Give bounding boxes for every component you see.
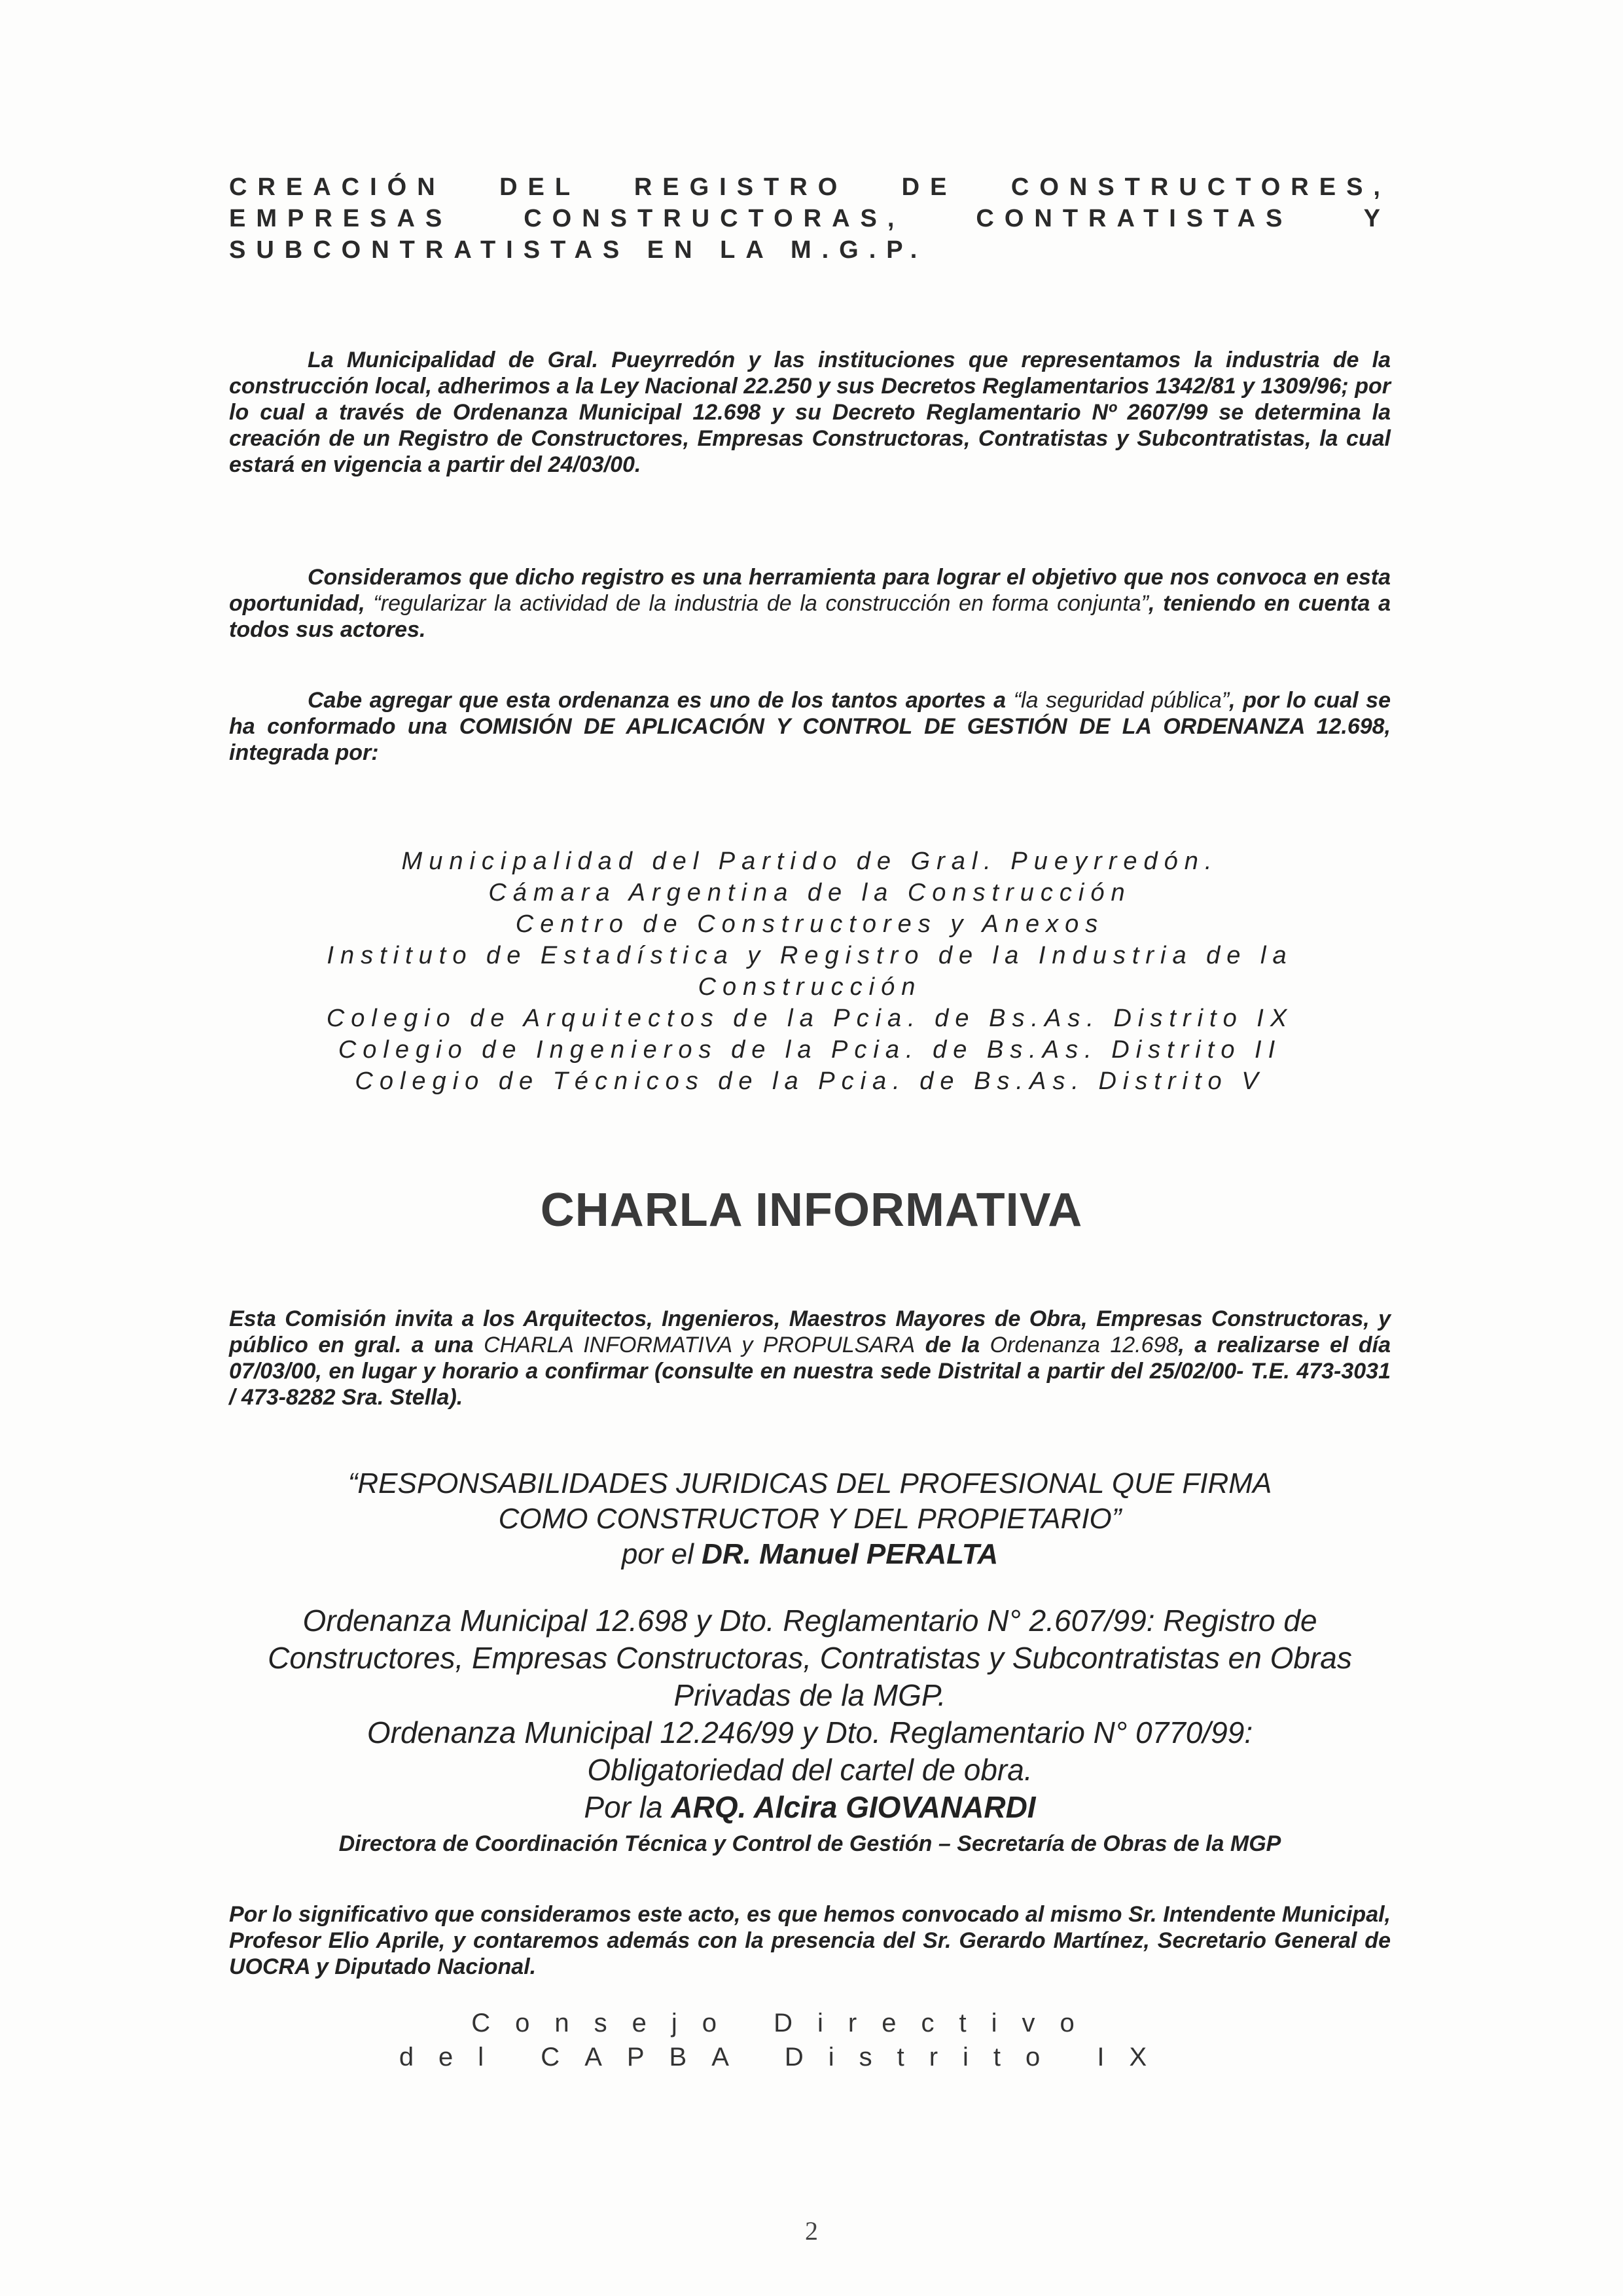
invitation-ordenanza: Ordenanza 12.698 [990,1333,1179,1357]
invitation-charla: CHARLA INFORMATIVA y PROPULSARA [484,1333,916,1357]
ordinance-2-line1: Ordenanza Municipal 12.246/99 y Dto. Reglamentario N° 0770/99: [366,1715,1253,1749]
paragraph-objective-part1: Consideramos que dicho registro es una herramienta para lograr el objetivo que nos convoca en esta oportunidad, [229,565,1391,616]
invitation-paragraph [229,1306,1391,1410]
signature-line2: del CAPBA Distrito IX [399,2043,1172,2072]
paragraph-commission-part1: Cabe agregar que esta ordenanza es uno de los tantos aportes a [308,688,1014,713]
talk-block [229,1466,1391,1572]
page-number: 2 [805,2216,818,2246]
ordinance-2-line2: Obligatoriedad del cartel de obra. [587,1753,1033,1787]
ordinance-speaker: ARQ. Alcira GIOVANARDI [671,1790,1036,1824]
member-institution: Municipalidad del Partido de Gral. Pueyrredón. [401,848,1219,875]
member-institution: Instituto de Estadística y Registro de la Industria de la Construcción [327,942,1293,1001]
member-institutions-list [229,846,1391,1097]
talk-title-line1: “RESPONSABILIDADES JURIDICAS DEL PROFESIONAL QUE FIRMA [348,1467,1272,1499]
paragraph-commission [229,687,1391,766]
section-heading: CHARLA INFORMATIVA [540,1184,1083,1236]
ordinances-block [229,1602,1391,1826]
invitation-part2: de la [915,1333,990,1357]
ordinance-by: Por la [584,1790,671,1824]
member-institution: Centro de Constructores y Anexos [515,910,1105,938]
talk-speaker: DR. Manuel PERALTA [702,1538,999,1570]
invitation-part1: Esta Comisión invita a los Arquitectos, Ingenieros, Maestros Mayores de Obra, Empresas Constructoras, y público en gral. a una [229,1306,1391,1357]
paragraph-commission-quote: “la seguridad pública” [1013,688,1230,713]
document-title: CREACIÓN DEL REGISTRO DE CONSTRUCTORES, EMPRESAS CONSTRUCTORAS, CONTRATISTAS Y SUBCONTRATISTAS EN LA M.G.P. [229,173,1391,264]
talk-speaker-line [229,1537,1391,1572]
member-institution: Cámara Argentina de la Construcción [488,879,1132,906]
paragraph-registry [229,347,1391,478]
signature-line1: Consejo Directivo [471,2009,1099,2037]
ordinance-1: Ordenanza Municipal 12.698 y Dto. Reglamentario N° 2.607/99: Registro de Constructores, Empresas Constructoras, Contratistas y Subcontratistas en Obras Privadas de la MGP. [268,1604,1352,1712]
talk-by: por el [621,1538,702,1570]
paragraph-objective-quote: “regularizar la actividad de la industria de la construcción en forma conjunta” [373,591,1149,616]
invitation-part3: , a realizarse el día 07/03/00, en lugar y horario a confirmar (consulte en nuestra sede Distrital a partir del 25/02/00- T.E. 473-3031 / 473-8282 Sra. Stella). [229,1333,1391,1410]
member-institution: Colegio de Técnicos de la Pcia. de Bs.As. Distrito V [355,1067,1265,1095]
paragraph-objective [229,564,1391,643]
signature [353,2006,1217,2074]
member-institution: Colegio de Arquitectos de la Pcia. de Bs.As. Distrito IX [326,1005,1294,1032]
paragraph-registry-text: La Municipalidad de Gral. Pueyrredón y las instituciones que representamos la industria de la construcción local, adherimos a la Ley Nacional 22.250 y sus Decretos Reglamentarios 1342/81 y 1309/96; por lo cual a través de Ordenanza Municipal 12.698 y su Decreto Reglamentario Nº 2607/99 se determina la creación de un Registro de Constructores, Empresas Constructoras, Contratistas y Subcontratistas, la cual estará en vigencia a partir del 24/03/00. [229,348,1391,477]
paragraph-commission-part2: , por lo cual se ha conformado una COMISIÓN DE APLICACIÓN Y CONTROL DE GESTIÓN DE LA ORDENANZA 12.698, integrada por: [229,688,1391,765]
ordinance-speaker-line [229,1789,1391,1826]
paragraph-objective-part2: , teniendo en cuenta a todos sus actores. [229,591,1391,642]
talk-title-line2: COMO CONSTRUCTOR Y DEL PROPIETARIO” [498,1503,1122,1535]
member-institution: Colegio de Ingenieros de la Pcia. de Bs.As. Distrito II [338,1036,1282,1064]
director-title: Directora de Coordinación Técnica y Control de Gestión – Secretaría de Obras de la MGP [338,1831,1281,1856]
closing-paragraph: Por lo significativo que consideramos este acto, es que hemos convocado al mismo Sr. Intendente Municipal, Profesor Elio Aprile, y contaremos además con la presencia del Sr. Gerardo Martínez, Secretario General de UOCRA y Diputado Nacional. [229,1902,1391,1979]
